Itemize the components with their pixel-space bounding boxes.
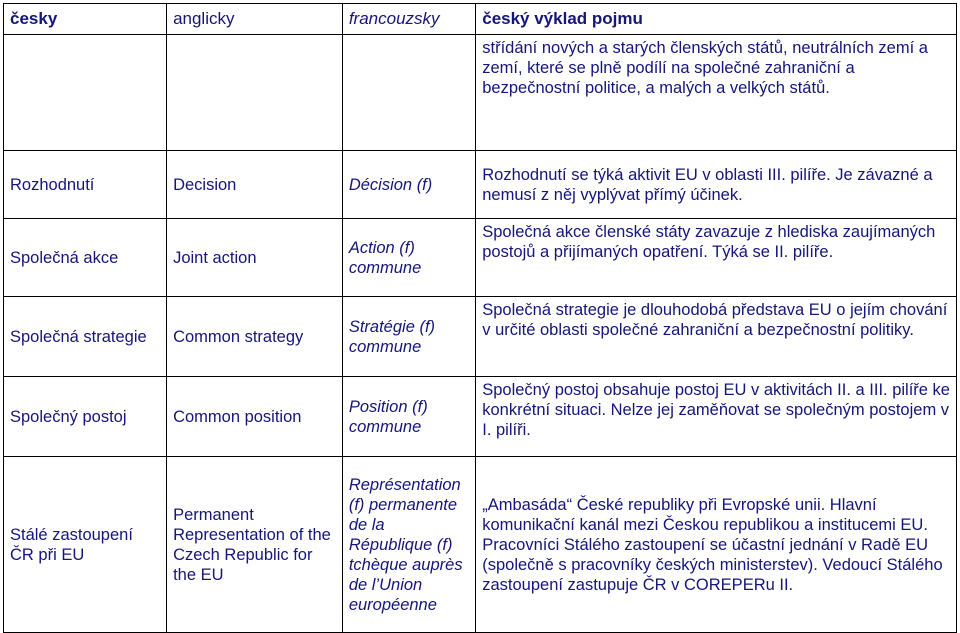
cell-description: Společná akce členské státy zavazuje z hlediska zaujímaných postojů a přijímaných opatření. Týká se II. pilíře. [476, 219, 957, 297]
header-english: anglicky [167, 4, 343, 35]
cell-description: Společný postoj obsahuje postoj EU v aktivitách II. a III. pilíře ke konkrétní situaci. Nelze jej zaměňovat se společným postojem v I. pilíři. [476, 377, 957, 457]
cell-description: Rozhodnutí se týká aktivit EU v oblasti III. pilíře. Je závazné a nemusí z něj vyplývat přímý účinek. [476, 151, 957, 219]
cell-czech [4, 35, 167, 151]
cell-english: Permanent Representation of the Czech Republic for the EU [167, 457, 343, 633]
cell-french [342, 35, 475, 151]
table-row [4, 151, 957, 219]
cell-english: Common strategy [167, 297, 343, 377]
header-row [4, 4, 957, 35]
cell-description: „Ambasáda“ České republiky při Evropské unii. Hlavní komunikační kanál mezi Českou republikou a institucemi EU. Pracovníci Stálého zastoupení se účastní jednání v Radě EU (společně s pracovníky českých ministerstev). Vedoucí Stálého zastoupení zastupuje ČR v COREPERu II. [476, 457, 957, 633]
cell-french: Représentation (f) permanente de la République (f) tchèque auprès de l’Union européenne [342, 457, 475, 633]
table-row [4, 457, 957, 633]
table-row [4, 35, 957, 151]
table-row [4, 377, 957, 457]
table-row [4, 297, 957, 377]
cell-czech: Stálé zastoupení ČR při EU [4, 457, 167, 633]
cell-description: střídání nových a starých členských států, neutrálních zemí a zemí, které se plně podílí na společné zahraniční a bezpečnostní politice, a malých a velkých států. [476, 35, 957, 151]
header-french: francouzsky [342, 4, 475, 35]
cell-description: Společná strategie je dlouhodobá představa EU o jejím chování v určité oblasti společné zahraniční a bezpečnostní politiky. [476, 297, 957, 377]
cell-french: Position (f) commune [342, 377, 475, 457]
cell-czech: Rozhodnutí [4, 151, 167, 219]
cell-czech: Společná akce [4, 219, 167, 297]
cell-french: Stratégie (f) commune [342, 297, 475, 377]
cell-english: Decision [167, 151, 343, 219]
cell-english [167, 35, 343, 151]
cell-czech: Společný postoj [4, 377, 167, 457]
header-description: český výklad pojmu [476, 4, 957, 35]
header-czech: česky [4, 4, 167, 35]
table-row [4, 219, 957, 297]
cell-french: Action (f) commune [342, 219, 475, 297]
cell-english: Joint action [167, 219, 343, 297]
cell-french: Décision (f) [342, 151, 475, 219]
glossary-table [3, 3, 957, 633]
cell-czech: Společná strategie [4, 297, 167, 377]
cell-english: Common position [167, 377, 343, 457]
